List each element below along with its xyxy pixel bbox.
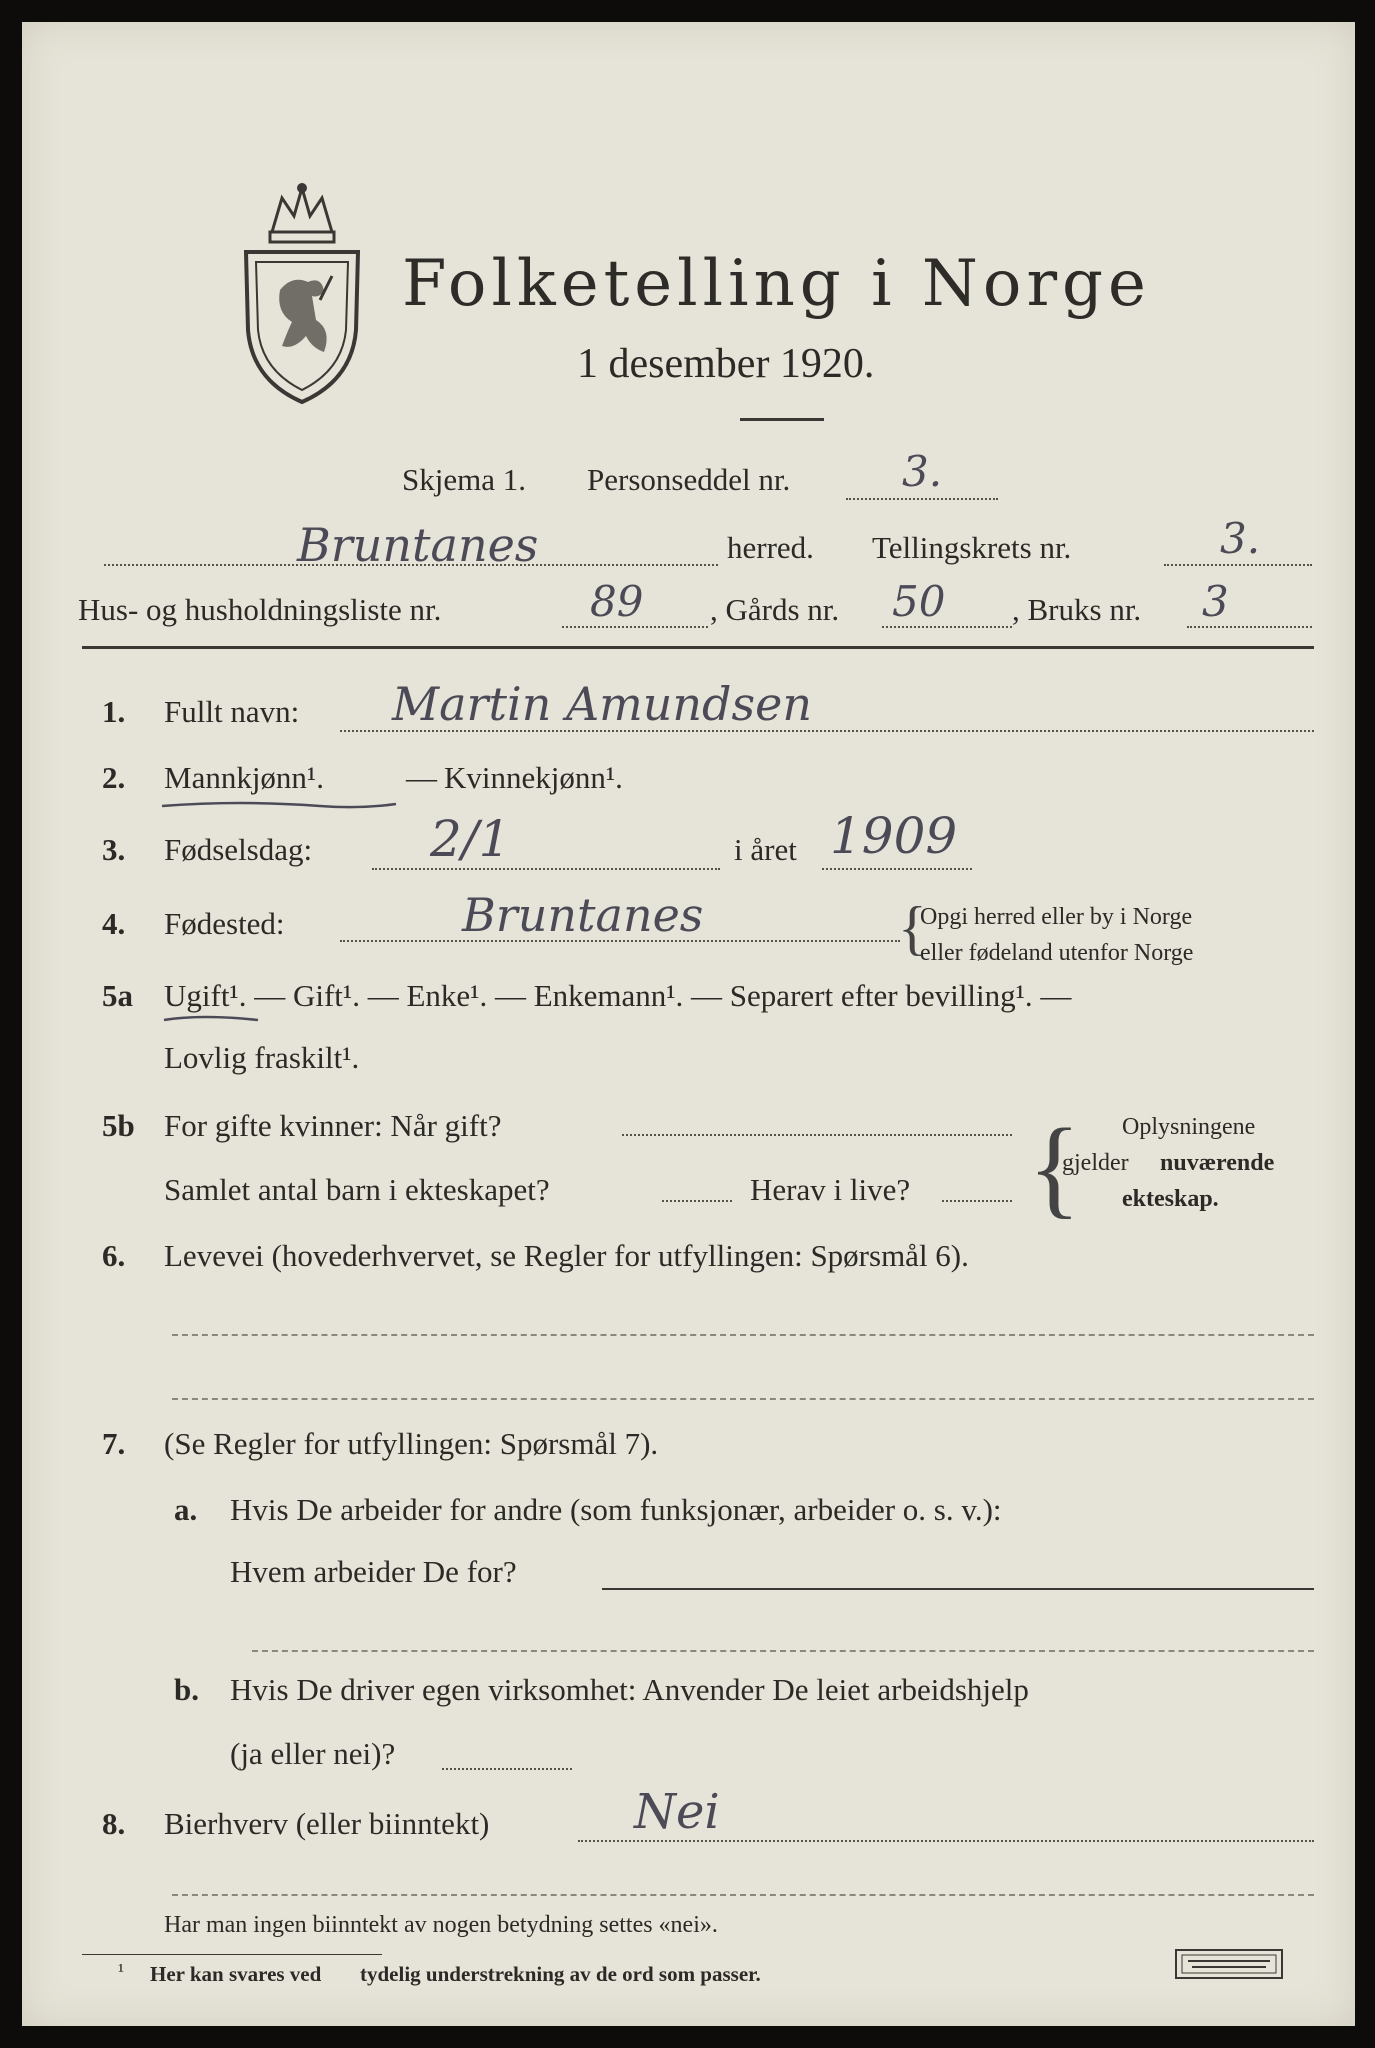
header-divider bbox=[740, 418, 824, 421]
census-date: 1 desember 1920. bbox=[577, 341, 875, 387]
male-underline-mark bbox=[160, 798, 400, 812]
q7-number: 7. bbox=[102, 1426, 126, 1461]
q5b-children-label: Samlet antal barn i ekteskapet? bbox=[164, 1172, 550, 1207]
q8-note: Har man ingen biinntekt av nogen betydning settes «nei». bbox=[164, 1912, 718, 1938]
q7a-line2: Hvem arbeider De for? bbox=[230, 1554, 517, 1589]
census-form-sheet bbox=[22, 22, 1355, 2026]
q5b-note-brace: { bbox=[1028, 1106, 1081, 1228]
q7a-line1: Hvis De arbeider for andre (som funksjonær, arbeider o. s. v.): bbox=[230, 1492, 1002, 1527]
footnote-text-a: Her kan svares ved bbox=[150, 1962, 322, 1986]
personseddel-value: 3. bbox=[902, 447, 943, 496]
q7b-letter: b. bbox=[174, 1672, 199, 1707]
q4-note-line1: Opgi herred eller by i Norge bbox=[920, 904, 1193, 930]
herred-label: herred. bbox=[727, 530, 814, 565]
gards-value: 50 bbox=[892, 577, 946, 626]
birth-year-value: 1909 bbox=[830, 807, 958, 865]
q6-label: Levevei (hovederhvervet, se Regler for utfyllingen: Spørsmål 6). bbox=[164, 1238, 969, 1273]
birth-year-field[interactable] bbox=[822, 868, 972, 870]
personseddel-label: Personseddel nr. bbox=[587, 462, 791, 497]
full-name-value: Martin Amundsen bbox=[392, 677, 812, 731]
footnote-text-b: tydelig understrekning av de ord som passer. bbox=[360, 1962, 761, 1986]
q5a-options-cont[interactable]: Lovlig fraskilt¹. bbox=[164, 1040, 360, 1075]
employer-field[interactable] bbox=[602, 1588, 1314, 1590]
q5b-number: 5b bbox=[102, 1108, 135, 1143]
married-when-field[interactable] bbox=[622, 1134, 1012, 1136]
bruks-value: 3 bbox=[1202, 577, 1229, 626]
husliste-label: Hus- og husholdningsliste nr. bbox=[78, 592, 442, 627]
q5b-note-line2a: gjelder bbox=[1062, 1150, 1129, 1176]
side-income-field-2[interactable] bbox=[172, 1894, 1314, 1896]
q5a-number: 5a bbox=[102, 978, 133, 1013]
children-count-field[interactable] bbox=[662, 1200, 732, 1202]
occupation-field-2[interactable] bbox=[172, 1398, 1314, 1400]
birthday-field[interactable] bbox=[372, 868, 720, 870]
birthday-value: 2/1 bbox=[430, 810, 511, 868]
q4-note-brace: { bbox=[898, 895, 927, 961]
q5b-note-line2b: nuværende bbox=[1160, 1150, 1275, 1176]
side-income-field[interactable] bbox=[578, 1840, 1314, 1842]
side-income-value: Nei bbox=[634, 1784, 720, 1840]
personseddel-field[interactable] bbox=[846, 498, 998, 500]
q3-year-label: i året bbox=[734, 832, 797, 867]
gards-label: , Gårds nr. bbox=[710, 592, 840, 627]
q4-label: Fødested: bbox=[164, 906, 285, 941]
q2-male-option[interactable]: Mannkjønn¹. bbox=[164, 760, 324, 795]
footnote-divider bbox=[82, 1954, 382, 1955]
hired-help-field[interactable] bbox=[442, 1768, 572, 1770]
tellingskrets-value: 3. bbox=[1220, 514, 1261, 563]
q2-number: 2. bbox=[102, 760, 126, 795]
q5b-alive-label: Herav i live? bbox=[750, 1172, 911, 1207]
q3-number: 3. bbox=[102, 832, 126, 867]
norwegian-coat-of-arms bbox=[232, 180, 372, 410]
q4-note-line2: eller fødeland utenfor Norge bbox=[920, 940, 1194, 966]
q7a-letter: a. bbox=[174, 1492, 198, 1527]
ugift-underline-mark bbox=[162, 1012, 262, 1026]
employer-field-2[interactable] bbox=[252, 1650, 1314, 1652]
gards-field[interactable] bbox=[882, 626, 1012, 628]
children-alive-field[interactable] bbox=[942, 1200, 1012, 1202]
q7-label: (Se Regler for utfyllingen: Spørsmål 7). bbox=[164, 1426, 659, 1461]
q5a-options[interactable]: Ugift¹. — Gift¹. — Enke¹. — Enkemann¹. — Separert efter bevilling¹. — bbox=[164, 978, 1072, 1013]
printer-stamp bbox=[1174, 1948, 1284, 1980]
schema-label: Skjema 1. bbox=[402, 462, 526, 497]
tellingskrets-label: Tellingskrets nr. bbox=[872, 530, 1072, 565]
q8-number: 8. bbox=[102, 1806, 126, 1841]
q5b-line1: For gifte kvinner: Når gift? bbox=[164, 1108, 502, 1143]
q4-number: 4. bbox=[102, 906, 126, 941]
bruks-label: , Bruks nr. bbox=[1012, 592, 1142, 627]
herred-value: Bruntanes bbox=[297, 518, 539, 572]
q2-female-option[interactable]: Kvinnekjønn¹. bbox=[444, 760, 623, 795]
section-divider bbox=[82, 646, 1314, 649]
q7b-line2: (ja eller nei)? bbox=[230, 1736, 396, 1771]
footnote-marker: ¹ bbox=[118, 1960, 124, 1982]
q1-number: 1. bbox=[102, 694, 126, 729]
q5b-note-line3: ekteskap. bbox=[1122, 1186, 1219, 1212]
q2-separator: — bbox=[406, 760, 437, 795]
q1-label: Fullt navn: bbox=[164, 694, 300, 729]
bruks-field[interactable] bbox=[1187, 626, 1312, 628]
tellingskrets-field[interactable] bbox=[1164, 564, 1312, 566]
q6-number: 6. bbox=[102, 1238, 126, 1273]
husliste-field[interactable] bbox=[562, 626, 708, 628]
q7b-line1: Hvis De driver egen virksomhet: Anvender De leiet arbeidshjelp bbox=[230, 1672, 1029, 1707]
occupation-field-1[interactable] bbox=[172, 1334, 1314, 1336]
q3-label: Fødselsdag: bbox=[164, 832, 313, 867]
birthplace-value: Bruntanes bbox=[462, 888, 704, 942]
form-title: Folketelling i Norge bbox=[402, 247, 1151, 321]
q8-label: Bierhverv (eller biinntekt) bbox=[164, 1806, 490, 1841]
q5b-note-line1: Oplysningene bbox=[1122, 1114, 1256, 1140]
husliste-value: 89 bbox=[590, 577, 644, 626]
